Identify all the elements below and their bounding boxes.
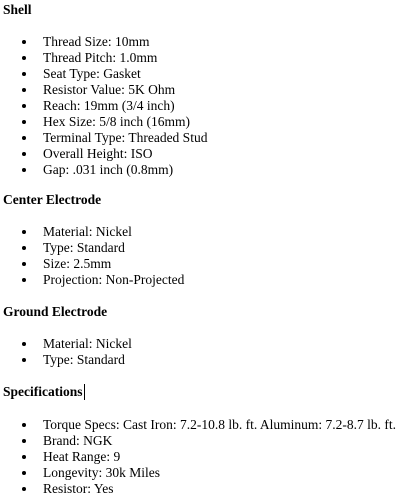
bullet-icon [22, 471, 26, 475]
bullet-icon [22, 104, 26, 108]
bullet-icon [22, 230, 26, 234]
section-heading-ground-electrode: Ground Electrode [3, 304, 108, 319]
bullet-icon [22, 439, 26, 443]
bullet-icon [22, 358, 26, 362]
bullet-icon [22, 136, 26, 140]
bullet-icon [22, 278, 26, 282]
bullet-icon [22, 246, 26, 250]
section-heading-specifications [3, 384, 85, 400]
bullet-icon [22, 487, 26, 491]
document-page: Shell Thread Size: 10mm Thread Pitch: 1.0mm Seat Type: Gasket Resistor Value: 5K Ohm Reach: 19mm (3/4 inch) Hex Size: 5/8 inch (16mm) Terminal Type: Threaded Stud Overall Height: ISO Gap: .031 inch (0.8mm) Center Electrode Material: Nickel Type: Standard Size: 2.5mm Projection: Non-Projected Ground Electrode Material: Nickel Type: Standard Specifications Torque Specs: Cast Iron: 7.2-10.8 lb. ft. Aluminum: 7.2-8.7 lb. ft. Brand: NGK Heat Range: 9 Longevity: 30k Miles Resistor: Yes [3, 2, 397, 496]
bullet-icon [22, 72, 26, 76]
bullet-icon [22, 40, 26, 44]
bullet-icon [22, 455, 26, 459]
bullet-icon [22, 262, 26, 266]
section-heading-shell: Shell [3, 2, 32, 17]
bullet-icon [22, 120, 26, 124]
bullet-icon [22, 152, 26, 156]
section-heading-specifications-text: Specifications [3, 384, 83, 399]
bullet-icon [22, 88, 26, 92]
bullet-icon [22, 342, 26, 346]
text-cursor [84, 384, 85, 400]
bullet-icon [22, 423, 26, 427]
bullet-icon [22, 168, 26, 172]
section-heading-center-electrode: Center Electrode [3, 192, 102, 207]
bullet-icon [22, 56, 26, 60]
